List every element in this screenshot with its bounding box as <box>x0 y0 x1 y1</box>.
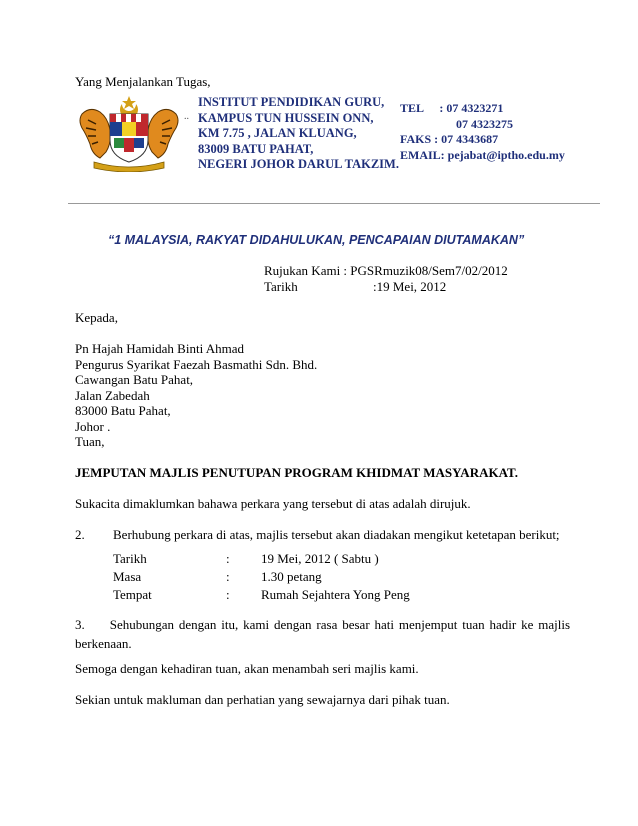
recipient-line: 83000 Batu Pahat, <box>75 403 171 418</box>
tel-number-2: 07 4323275 <box>456 116 513 131</box>
institution-line: NEGERI JOHOR DARUL TAKZIM. <box>198 157 399 171</box>
institution-address <box>198 95 399 173</box>
greeting: Tuan, <box>75 434 105 449</box>
reference-date-value: :19 Mei, 2012 <box>373 279 447 294</box>
detail-masa-label: Masa <box>113 569 142 584</box>
dots-mark: .. <box>184 111 189 122</box>
institution-line: INSTITUT PENDIDIKAN GURU, <box>198 95 385 109</box>
kepada: Kepada, <box>75 310 118 325</box>
paragraph-3-text: Sehubungan dengan itu, kami dengan rasa besar hati menjemput tuan hadir ke majlis berkenaan. <box>75 617 570 651</box>
paragraph-3 <box>75 615 570 653</box>
detail-tarikh-label: Tarikh <box>113 551 147 566</box>
paragraph-2-number: 2. <box>75 527 85 542</box>
detail-tempat-colon: : <box>226 587 230 602</box>
intro-paragraph: Sukacita dimaklumkan bahawa perkara yang tersebut di atas adalah dirujuk. <box>75 496 471 511</box>
institution-line: 83009 BATU PAHAT, <box>198 141 314 156</box>
recipient-line: Cawangan Batu Pahat, <box>75 372 194 387</box>
motto: “1 MALAYSIA, RAKYAT DIDAHULUKAN, PENCAPAIAN DIUTAMAKAN” <box>108 233 525 247</box>
detail-tarikh-value: 19 Mei, 2012 ( Sabtu ) <box>261 551 379 566</box>
paragraph-2-text: Berhubung perkara di atas, majlis tersebut akan diadakan mengikut ketetapan berikut; <box>113 527 560 542</box>
semoga-paragraph: Semoga dengan kehadiran tuan, akan menambah seri majlis kami. <box>75 661 419 676</box>
detail-tarikh-colon: : <box>226 551 230 566</box>
paragraph-3-number: 3. <box>75 617 85 632</box>
recipient-line: Jalan Zabedah <box>75 387 150 403</box>
detail-tempat-label: Tempat <box>113 587 152 602</box>
salutation-top: Yang Menjalankan Tugas, <box>75 74 211 89</box>
letter-subject: JEMPUTAN MAJLIS PENUTUPAN PROGRAM KHIDMAT MASYARAKAT. <box>75 465 518 480</box>
contact-block <box>400 101 565 163</box>
institution-line: KM 7.75 , JALAN KLUANG, <box>198 126 357 140</box>
sekian-paragraph: Sekian untuk makluman dan perhatian yang sewajarnya dari pihak tuan. <box>75 692 450 707</box>
recipient-line: Pn Hajah Hamidah Binti Ahmad <box>75 341 244 356</box>
tel-label: TEL <box>400 101 424 115</box>
reference-date-label: Tarikh <box>264 279 298 294</box>
recipient-line: Johor . <box>75 418 111 434</box>
recipient-address <box>75 341 317 434</box>
tel-number-1: : 07 4323271 <box>439 101 504 115</box>
fax-number: FAKS : 07 4343687 <box>400 132 499 146</box>
detail-masa-value: 1.30 petang <box>261 569 322 584</box>
email-address: EMAIL: pejabat@iptho.edu.my <box>400 147 565 162</box>
institution-line: KAMPUS TUN HUSSEIN ONN, <box>198 110 374 125</box>
detail-tempat-value: Rumah Sejahtera Yong Peng <box>261 587 410 602</box>
header-divider <box>68 203 600 204</box>
coat-of-arms-icon <box>74 94 184 172</box>
reference-number: Rujukan Kami : PGSRmuzik08/Sem7/02/2012 <box>264 263 508 278</box>
detail-masa-colon: : <box>226 569 230 584</box>
recipient-line: Pengurus Syarikat Faezah Basmathi Sdn. Bhd. <box>75 356 318 372</box>
